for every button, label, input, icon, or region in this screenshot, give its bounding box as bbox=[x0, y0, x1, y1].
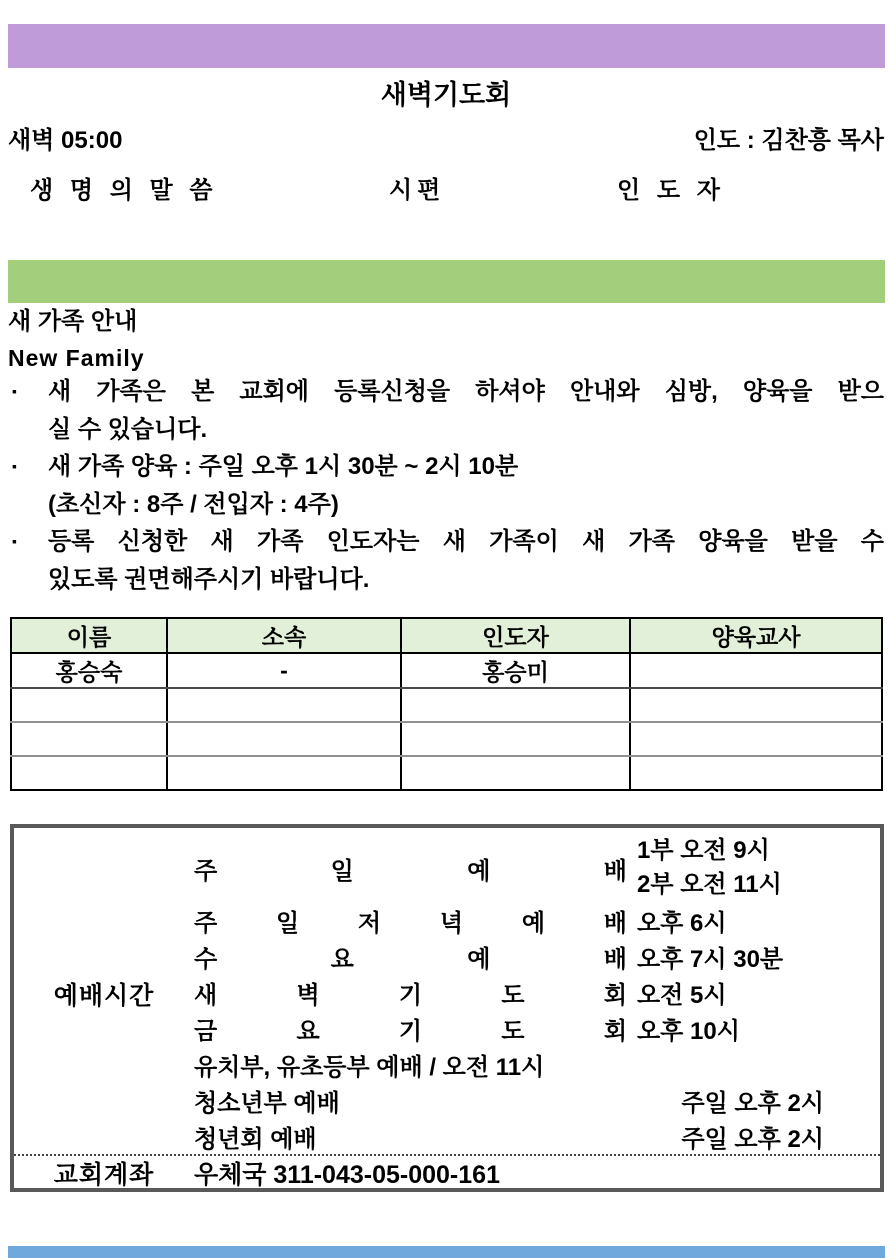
service-time: 오후 10시 bbox=[637, 1017, 740, 1045]
worship-times-main bbox=[14, 828, 880, 1154]
bullet-square-icon: ▪ bbox=[12, 458, 17, 474]
bullet-text: 새 가족은 본 교회에 등록신청을 하셔야 안내와 심방, 양육을 받으 bbox=[48, 378, 884, 405]
new-family-title-en: New Family bbox=[8, 345, 145, 371]
dawn-prayer-time: 새벽 05:00 bbox=[8, 127, 123, 154]
bullet-text: 실 수 있습니다. bbox=[48, 415, 208, 443]
service-time-line2: 2부 오전 11시 bbox=[637, 871, 782, 898]
dawn-prayer-leader: 인도 : 김찬흥 목사 bbox=[693, 127, 884, 154]
service-row-children bbox=[194, 1046, 880, 1082]
green-section-bar bbox=[8, 260, 885, 303]
cell-affiliation bbox=[167, 688, 401, 722]
table-row bbox=[11, 688, 882, 722]
service-row-wednesday bbox=[194, 938, 880, 974]
worship-times-box bbox=[10, 824, 884, 1192]
service-time: 오후 6시 bbox=[637, 909, 727, 937]
service-name: 주 일 저 녁 예 배 bbox=[194, 909, 627, 937]
service-row-sunday-evening bbox=[194, 902, 880, 938]
purple-section-bar bbox=[8, 24, 885, 68]
header-name: 이름 bbox=[11, 618, 167, 653]
dawn-prayer-time-row bbox=[8, 124, 884, 158]
table-row bbox=[11, 722, 882, 756]
service-time bbox=[637, 834, 782, 902]
service-time: 오전 5시 bbox=[637, 981, 727, 1009]
service-name: 청년회 예배 bbox=[194, 1125, 317, 1153]
table-row bbox=[11, 756, 882, 790]
cell-introducer bbox=[401, 722, 630, 756]
bullet-line bbox=[8, 561, 884, 599]
bullet-line bbox=[8, 373, 884, 411]
bullet-square-icon: ▪ bbox=[12, 533, 17, 549]
service-name: 금 요 기 도 회 bbox=[194, 1017, 627, 1045]
service-row-dawn-prayer bbox=[194, 974, 880, 1010]
bullet-line bbox=[8, 523, 884, 561]
church-account-number: 우체국 311-043-05-000-161 bbox=[194, 1161, 500, 1189]
table-header-row bbox=[11, 618, 882, 653]
service-name: 새 벽 기 도 회 bbox=[194, 981, 627, 1009]
cell-affiliation bbox=[167, 756, 401, 790]
cell-introducer: 홍승미 bbox=[401, 653, 630, 688]
table-row bbox=[11, 653, 882, 688]
new-family-bullets bbox=[8, 373, 884, 598]
word-of-life-label: 생 명 의 말 씀 bbox=[30, 177, 218, 204]
service-name: 주 일 예 배 bbox=[194, 857, 627, 885]
header-nurture-teacher: 양육교사 bbox=[630, 618, 882, 653]
cell-nurture-teacher bbox=[630, 756, 882, 790]
cell-name bbox=[11, 688, 167, 722]
cell-name bbox=[11, 756, 167, 790]
dawn-prayer-title: 새벽기도회 bbox=[380, 80, 512, 110]
bullet-text: 새 가족 양육 : 주일 오후 1시 30분 ~ 2시 10분 bbox=[48, 453, 519, 480]
service-time: 주일 오후 2시 bbox=[681, 1089, 824, 1117]
worship-times-label: 예배시간 bbox=[53, 982, 155, 1010]
service-name: 수 요 예 배 bbox=[194, 945, 627, 973]
service-name: 유치부, 유초등부 예배 / 오전 11시 bbox=[194, 1053, 545, 1081]
church-account-row bbox=[14, 1154, 880, 1190]
bullet-line bbox=[8, 486, 884, 524]
service-time: 오후 7시 30분 bbox=[637, 945, 784, 973]
new-family-table bbox=[10, 617, 883, 791]
service-time: 주일 오후 2시 bbox=[681, 1125, 824, 1153]
bullet-line bbox=[8, 448, 884, 486]
dawn-prayer-columns-row bbox=[0, 174, 892, 208]
bullet-text: 있도록 권면해주시기 바랍니다. bbox=[48, 565, 370, 593]
blue-section-bar bbox=[8, 1246, 885, 1258]
service-row-sunday bbox=[194, 834, 880, 902]
header-affiliation: 소속 bbox=[167, 618, 401, 653]
leader-column-label: 인 도 자 bbox=[617, 177, 725, 204]
cell-name bbox=[11, 722, 167, 756]
bullet-square-icon: ▪ bbox=[12, 383, 17, 399]
bullet-text: 등록 신청한 새 가족 인도자는 새 가족이 새 가족 양육을 받을 수 bbox=[48, 528, 884, 555]
service-name: 청소년부 예배 bbox=[194, 1089, 340, 1117]
cell-affiliation bbox=[167, 722, 401, 756]
cell-nurture-teacher bbox=[630, 722, 882, 756]
cell-nurture-teacher bbox=[630, 653, 882, 688]
new-family-title-ko: 새 가족 안내 bbox=[8, 308, 138, 335]
service-row-youth bbox=[194, 1082, 880, 1118]
service-row-young-adults bbox=[194, 1118, 880, 1154]
cell-affiliation: - bbox=[167, 653, 401, 688]
cell-introducer bbox=[401, 756, 630, 790]
bullet-text: (초신자 : 8주 / 전입자 : 4주) bbox=[48, 490, 339, 518]
scripture-passage: 시편 bbox=[389, 177, 446, 204]
church-account-label: 교회계좌 bbox=[53, 1161, 155, 1189]
cell-nurture-teacher bbox=[630, 688, 882, 722]
bullet-line bbox=[8, 411, 884, 449]
service-row-friday-prayer bbox=[194, 1010, 880, 1046]
header-introducer: 인도자 bbox=[401, 618, 630, 653]
cell-name: 홍승숙 bbox=[11, 653, 167, 688]
worship-services-list bbox=[194, 834, 880, 1154]
cell-introducer bbox=[401, 688, 630, 722]
service-time-line1: 1부 오전 9시 bbox=[637, 837, 770, 864]
